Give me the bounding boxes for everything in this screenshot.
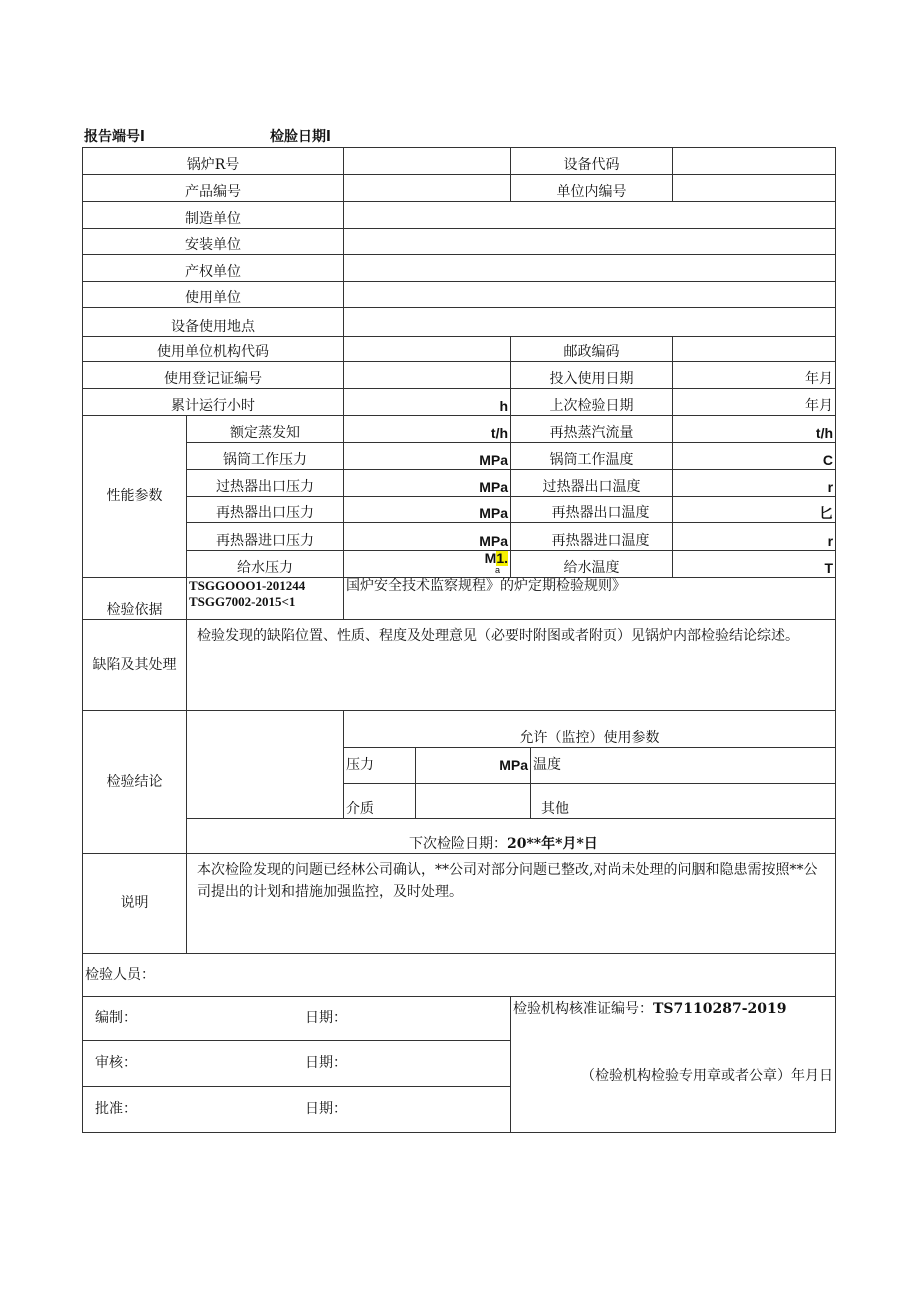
perf-left-label: 再热器进口压力 <box>187 523 344 551</box>
certification-cell <box>511 997 836 1133</box>
perf-left-label: 给水压力 <box>187 551 344 578</box>
review-date-label: 日期： <box>305 1055 347 1072</box>
org-code-value[interactable] <box>344 337 511 362</box>
basis-codes <box>187 578 344 620</box>
perf-left-label: 过热器出口压力 <box>187 470 344 497</box>
running-hours-unit[interactable]: h <box>344 389 511 416</box>
cert-number: TS7110287-2019 <box>653 1001 787 1017</box>
approve-row <box>83 1087 511 1133</box>
perf-right-unit[interactable]: 匕 <box>673 497 836 523</box>
perf-right-unit[interactable]: T <box>673 551 836 578</box>
inspection-date-label: 检脸日期l <box>270 129 331 145</box>
medium-label: 介质 <box>344 784 416 819</box>
usage-location-label: 设备使用地点 <box>83 308 344 337</box>
last-inspection-label: 上次检验日期 <box>511 389 673 416</box>
perf-left-unit[interactable]: MPa <box>344 443 511 470</box>
owner-label: 产权单位 <box>83 255 344 282</box>
product-number-value[interactable] <box>344 175 511 202</box>
perf-right-unit[interactable]: t/h <box>673 416 836 443</box>
perf-right-unit[interactable]: r <box>673 470 836 497</box>
perf-right-label: 再热器进口温度 <box>511 523 673 551</box>
perf-right-label: 过热器出口温度 <box>511 470 673 497</box>
temperature-label: 温度 <box>531 748 836 784</box>
conclusion-label: 检验结论 <box>83 711 187 854</box>
defects-text: 检验发现的缺陷位置、性质、程度及处理意见（必要时附图或者附页）见锅炉内部检验结论综述。 <box>187 620 836 711</box>
perf-right-label: 再热器出口温度 <box>511 497 673 523</box>
compile-row <box>83 997 511 1041</box>
installer-value[interactable] <box>344 229 836 255</box>
review-label: 审核： <box>95 1055 137 1072</box>
unit-inner-number-value[interactable] <box>673 175 836 202</box>
cert-label: 检验机构核准证编号： <box>513 1001 654 1017</box>
feed-pressure-unit-highlight: 1. <box>496 550 509 566</box>
running-hours-label: 累计运行小时 <box>83 389 344 416</box>
boiler-model-label: 锅炉R号 <box>83 148 344 175</box>
device-code-value[interactable] <box>673 148 836 175</box>
perf-right-label: 再热蒸汽流量 <box>511 416 673 443</box>
manufacturer-label: 制造单位 <box>83 202 344 229</box>
perf-right-unit[interactable]: C <box>673 443 836 470</box>
cert-line <box>513 1001 833 1018</box>
basis-code-1: TSGGOOO1-201244 <box>189 578 306 593</box>
unit-inner-number-label: 单位内编号 <box>511 175 673 202</box>
device-code-label: 设备代码 <box>511 148 673 175</box>
review-row <box>83 1041 511 1087</box>
user-unit-label: 使用单位 <box>83 282 344 308</box>
perf-left-unit[interactable]: MPa <box>344 497 511 523</box>
note-label: 说明 <box>83 854 187 954</box>
official-stamp-text: （检验机构检验专用章或者公章）年月日 <box>581 1067 834 1084</box>
perf-left-unit[interactable]: MPa <box>344 523 511 551</box>
usage-location-value[interactable] <box>344 308 836 337</box>
allowed-params-label: 允许（监控）使用参数 <box>344 711 836 748</box>
compile-date-label: 日期： <box>305 1010 347 1027</box>
compile-label: 编制： <box>95 1010 137 1027</box>
next-inspection-label: 下次检险日期： <box>409 836 507 853</box>
basis-label: 检验依据 <box>83 578 187 620</box>
report-table <box>82 147 836 1133</box>
defects-label: 缺陷及其处理 <box>83 620 187 711</box>
perf-left-label: 锅筒工作压力 <box>187 443 344 470</box>
basis-code-2: TSGG7002-2015<1 <box>189 593 296 609</box>
postal-code-label: 邮政编码 <box>511 337 673 362</box>
perf-left-unit[interactable]: t/h <box>344 416 511 443</box>
user-unit-value[interactable] <box>344 282 836 308</box>
basis-text: 国炉安全技术监察规程》的炉定期检验规则》 <box>344 578 836 620</box>
org-code-label: 使用单位机构代码 <box>83 337 344 362</box>
pressure-label: 压力 <box>344 748 416 784</box>
boiler-model-value[interactable] <box>344 148 511 175</box>
pressure-unit[interactable]: MPa <box>416 748 531 784</box>
last-inspection-value[interactable]: 年月 <box>673 389 836 416</box>
medium-value[interactable] <box>416 784 531 819</box>
next-inspection-row <box>187 819 836 854</box>
owner-value[interactable] <box>344 255 836 282</box>
feed-pressure-unit-m: M <box>484 550 497 566</box>
perf-right-unit[interactable]: r <box>673 523 836 551</box>
perf-left-unit[interactable]: MPa <box>344 470 511 497</box>
other-label: 其他 <box>531 784 836 819</box>
postal-code-value[interactable] <box>673 337 836 362</box>
approve-label: 批准： <box>95 1101 137 1118</box>
product-number-label: 产品编号 <box>83 175 344 202</box>
installer-label: 安装单位 <box>83 229 344 255</box>
perf-left-unit[interactable] <box>344 551 511 578</box>
manufacturer-value[interactable] <box>344 202 836 229</box>
perf-right-label: 锅筒工作温度 <box>511 443 673 470</box>
inspectors-label: 检验人员： <box>83 954 836 997</box>
conclusion-value[interactable] <box>187 711 344 819</box>
feed-pressure-unit-a: a <box>495 564 501 575</box>
start-date-value[interactable]: 年月 <box>673 362 836 389</box>
report-number-label: 报告端号l <box>84 129 145 145</box>
inspection-report-form <box>82 147 835 1133</box>
perf-left-label: 再热器出口压力 <box>187 497 344 523</box>
note-text: 本次检险发现的问题已经林公司确认，**公司对部分问题已整改,对尚未处理的问胭和隐患需按照**公司提出的计划和措施加强监控，及时处理。 <box>187 854 836 954</box>
performance-group-label: 性能参数 <box>83 416 187 578</box>
registration-number-value[interactable] <box>344 362 511 389</box>
perf-left-label: 额定蒸发知 <box>187 416 344 443</box>
approve-date-label: 日期： <box>305 1101 347 1118</box>
start-date-label: 投入使用日期 <box>511 362 673 389</box>
perf-right-label: 给水温度 <box>511 551 673 578</box>
next-inspection-value: 20**年*月*日 <box>507 836 598 853</box>
registration-number-label: 使用登记证编号 <box>83 362 344 389</box>
